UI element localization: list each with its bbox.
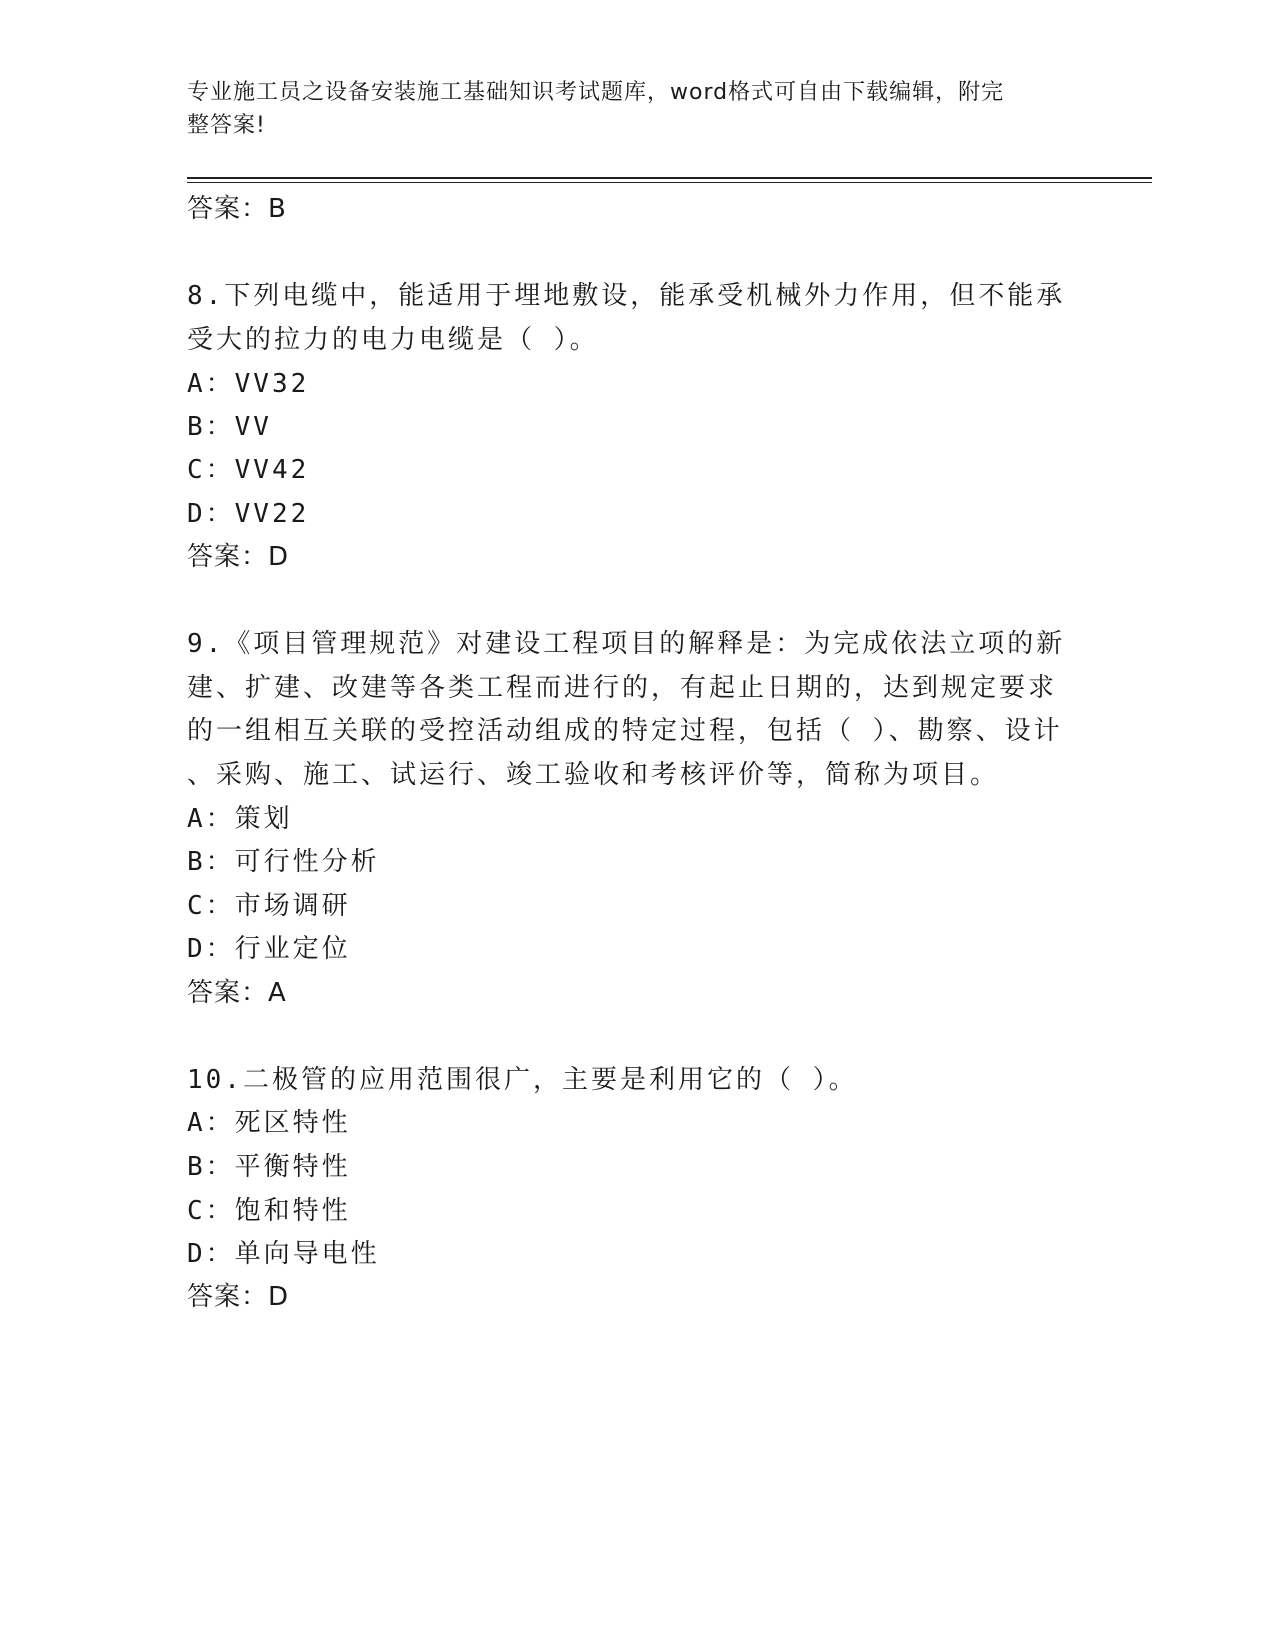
question-9-option-b: B：可行性分析 xyxy=(187,847,380,877)
question-10-option-c: C：饱和特性 xyxy=(187,1196,351,1226)
question-8-option-b: B：VV xyxy=(187,412,272,442)
previous-answer: 答案：B xyxy=(187,194,287,224)
question-10-option-d: D：单向导电性 xyxy=(187,1239,380,1269)
question-8-option-d: D：VV22 xyxy=(187,499,310,529)
question-8-answer: 答案：D xyxy=(187,542,290,572)
question-8-stem-line-2: 受大的拉力的电力电缆是（ ）。 xyxy=(187,325,599,355)
question-9-option-c: C：市场调研 xyxy=(187,891,351,921)
question-10-option-a: A：死区特性 xyxy=(187,1108,351,1138)
question-9-stem-line-3: 的一组相互关联的受控活动组成的特定过程，包括（ ）、勘察、设计 xyxy=(187,716,1063,746)
question-9-stem-line-1: 9.《项目管理规范》对建设工程项目的解释是：为完成依法立项的新 xyxy=(187,629,1066,659)
question-10-stem-line-1: 10.二极管的应用范围很广，主要是利用它的（ ）。 xyxy=(187,1065,858,1095)
question-9-stem-line-4: 、采购、施工、试运行、竣工验收和考核评价等，简称为项目。 xyxy=(187,760,1000,790)
question-8-stem-line-1: 8.下列电缆中，能适用于埋地敷设，能承受机械外力作用，但不能承 xyxy=(187,281,1066,311)
document-header xyxy=(187,76,1067,142)
header-divider-thin xyxy=(187,182,1152,183)
question-9-option-d: D：行业定位 xyxy=(187,934,351,964)
question-9-stem-line-2: 建、扩建、改建等各类工程而进行的，有起止日期的，达到规定要求 xyxy=(187,673,1058,703)
header-line-1: 专业施工员之设备安装施工基础知识考试题库，word格式可自由下载编辑，附完 xyxy=(187,80,1005,105)
header-line-2: 整答案! xyxy=(187,113,266,138)
question-9-answer: 答案：A xyxy=(187,978,287,1008)
question-10-option-b: B：平衡特性 xyxy=(187,1152,351,1182)
question-8-option-a: A：VV32 xyxy=(187,369,310,399)
question-9-option-a: A：策划 xyxy=(187,804,293,834)
question-8-option-c: C：VV42 xyxy=(187,455,310,485)
question-10-answer: 答案：D xyxy=(187,1282,290,1312)
header-divider-thick xyxy=(187,177,1152,179)
